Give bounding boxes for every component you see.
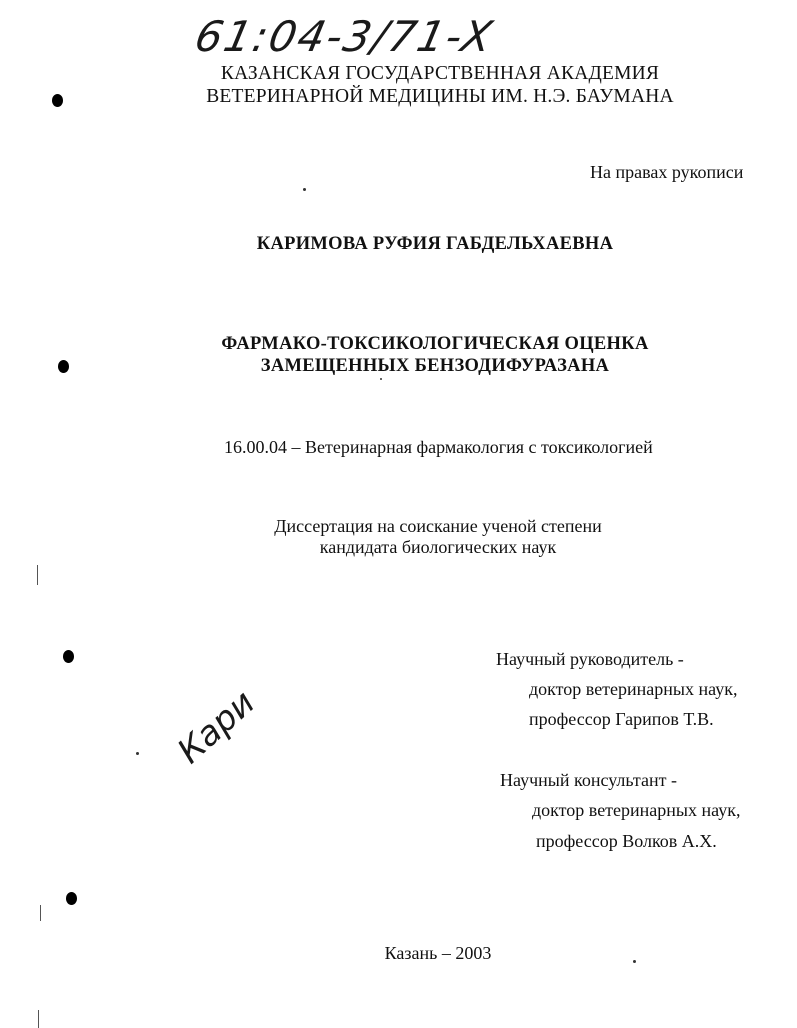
consultant-role: Научный консультант - bbox=[500, 770, 677, 790]
author-name: КАРИМОВА РУФИЯ ГАБДЕЛЬХАЕВНА bbox=[256, 234, 614, 254]
archive-code-handwritten: 61:04-3/71-X bbox=[190, 12, 499, 61]
scan-speck bbox=[136, 752, 139, 755]
degree-statement bbox=[0, 516, 797, 558]
consultant-degree: доктор ветеринарных наук, bbox=[532, 800, 741, 820]
degree-line-1: Диссертация на соискание ученой степени bbox=[274, 516, 602, 536]
handwritten-signature: Кари bbox=[170, 682, 263, 772]
institution-line-1: КАЗАНСКАЯ ГОСУДАРСТВЕННАЯ АКАДЕМИЯ bbox=[220, 63, 660, 84]
scan-speck bbox=[40, 905, 41, 921]
binder-hole-mark bbox=[66, 892, 77, 905]
specialty-code: 16.00.04 – Ветеринарная фармакология с токсикологией bbox=[224, 437, 653, 457]
consultant-name: профессор Волков А.Х. bbox=[536, 831, 717, 851]
supervisor-role: Научный руководитель - bbox=[496, 649, 684, 669]
binder-hole-mark bbox=[58, 360, 69, 373]
scan-speck bbox=[633, 960, 636, 963]
institution-line-2: ВЕТЕРИНАРНОЙ МЕДИЦИНЫ ИМ. Н.Э. БАУМАНА bbox=[206, 86, 674, 107]
title-line-2: ЗАМЕЩЕННЫХ БЕНЗОДИФУРАЗАНА bbox=[260, 356, 610, 376]
binder-hole-mark bbox=[52, 94, 63, 107]
supervisor-name: профессор Гарипов Т.В. bbox=[529, 709, 714, 729]
rights-notice: На правах рукописи bbox=[590, 162, 744, 182]
scan-speck bbox=[380, 378, 382, 380]
scan-speck bbox=[37, 565, 38, 585]
scan-speck bbox=[303, 188, 306, 191]
degree-line-2: кандидата биологических наук bbox=[319, 537, 557, 557]
city-year: Казань – 2003 bbox=[384, 943, 492, 963]
binder-hole-mark bbox=[63, 650, 74, 663]
dissertation-title bbox=[0, 333, 797, 377]
title-line-1: ФАРМАКО-ТОКСИКОЛОГИЧЕСКАЯ ОЦЕНКА bbox=[221, 334, 649, 354]
scan-speck bbox=[38, 1010, 39, 1028]
supervisor-degree: доктор ветеринарных наук, bbox=[529, 679, 738, 699]
